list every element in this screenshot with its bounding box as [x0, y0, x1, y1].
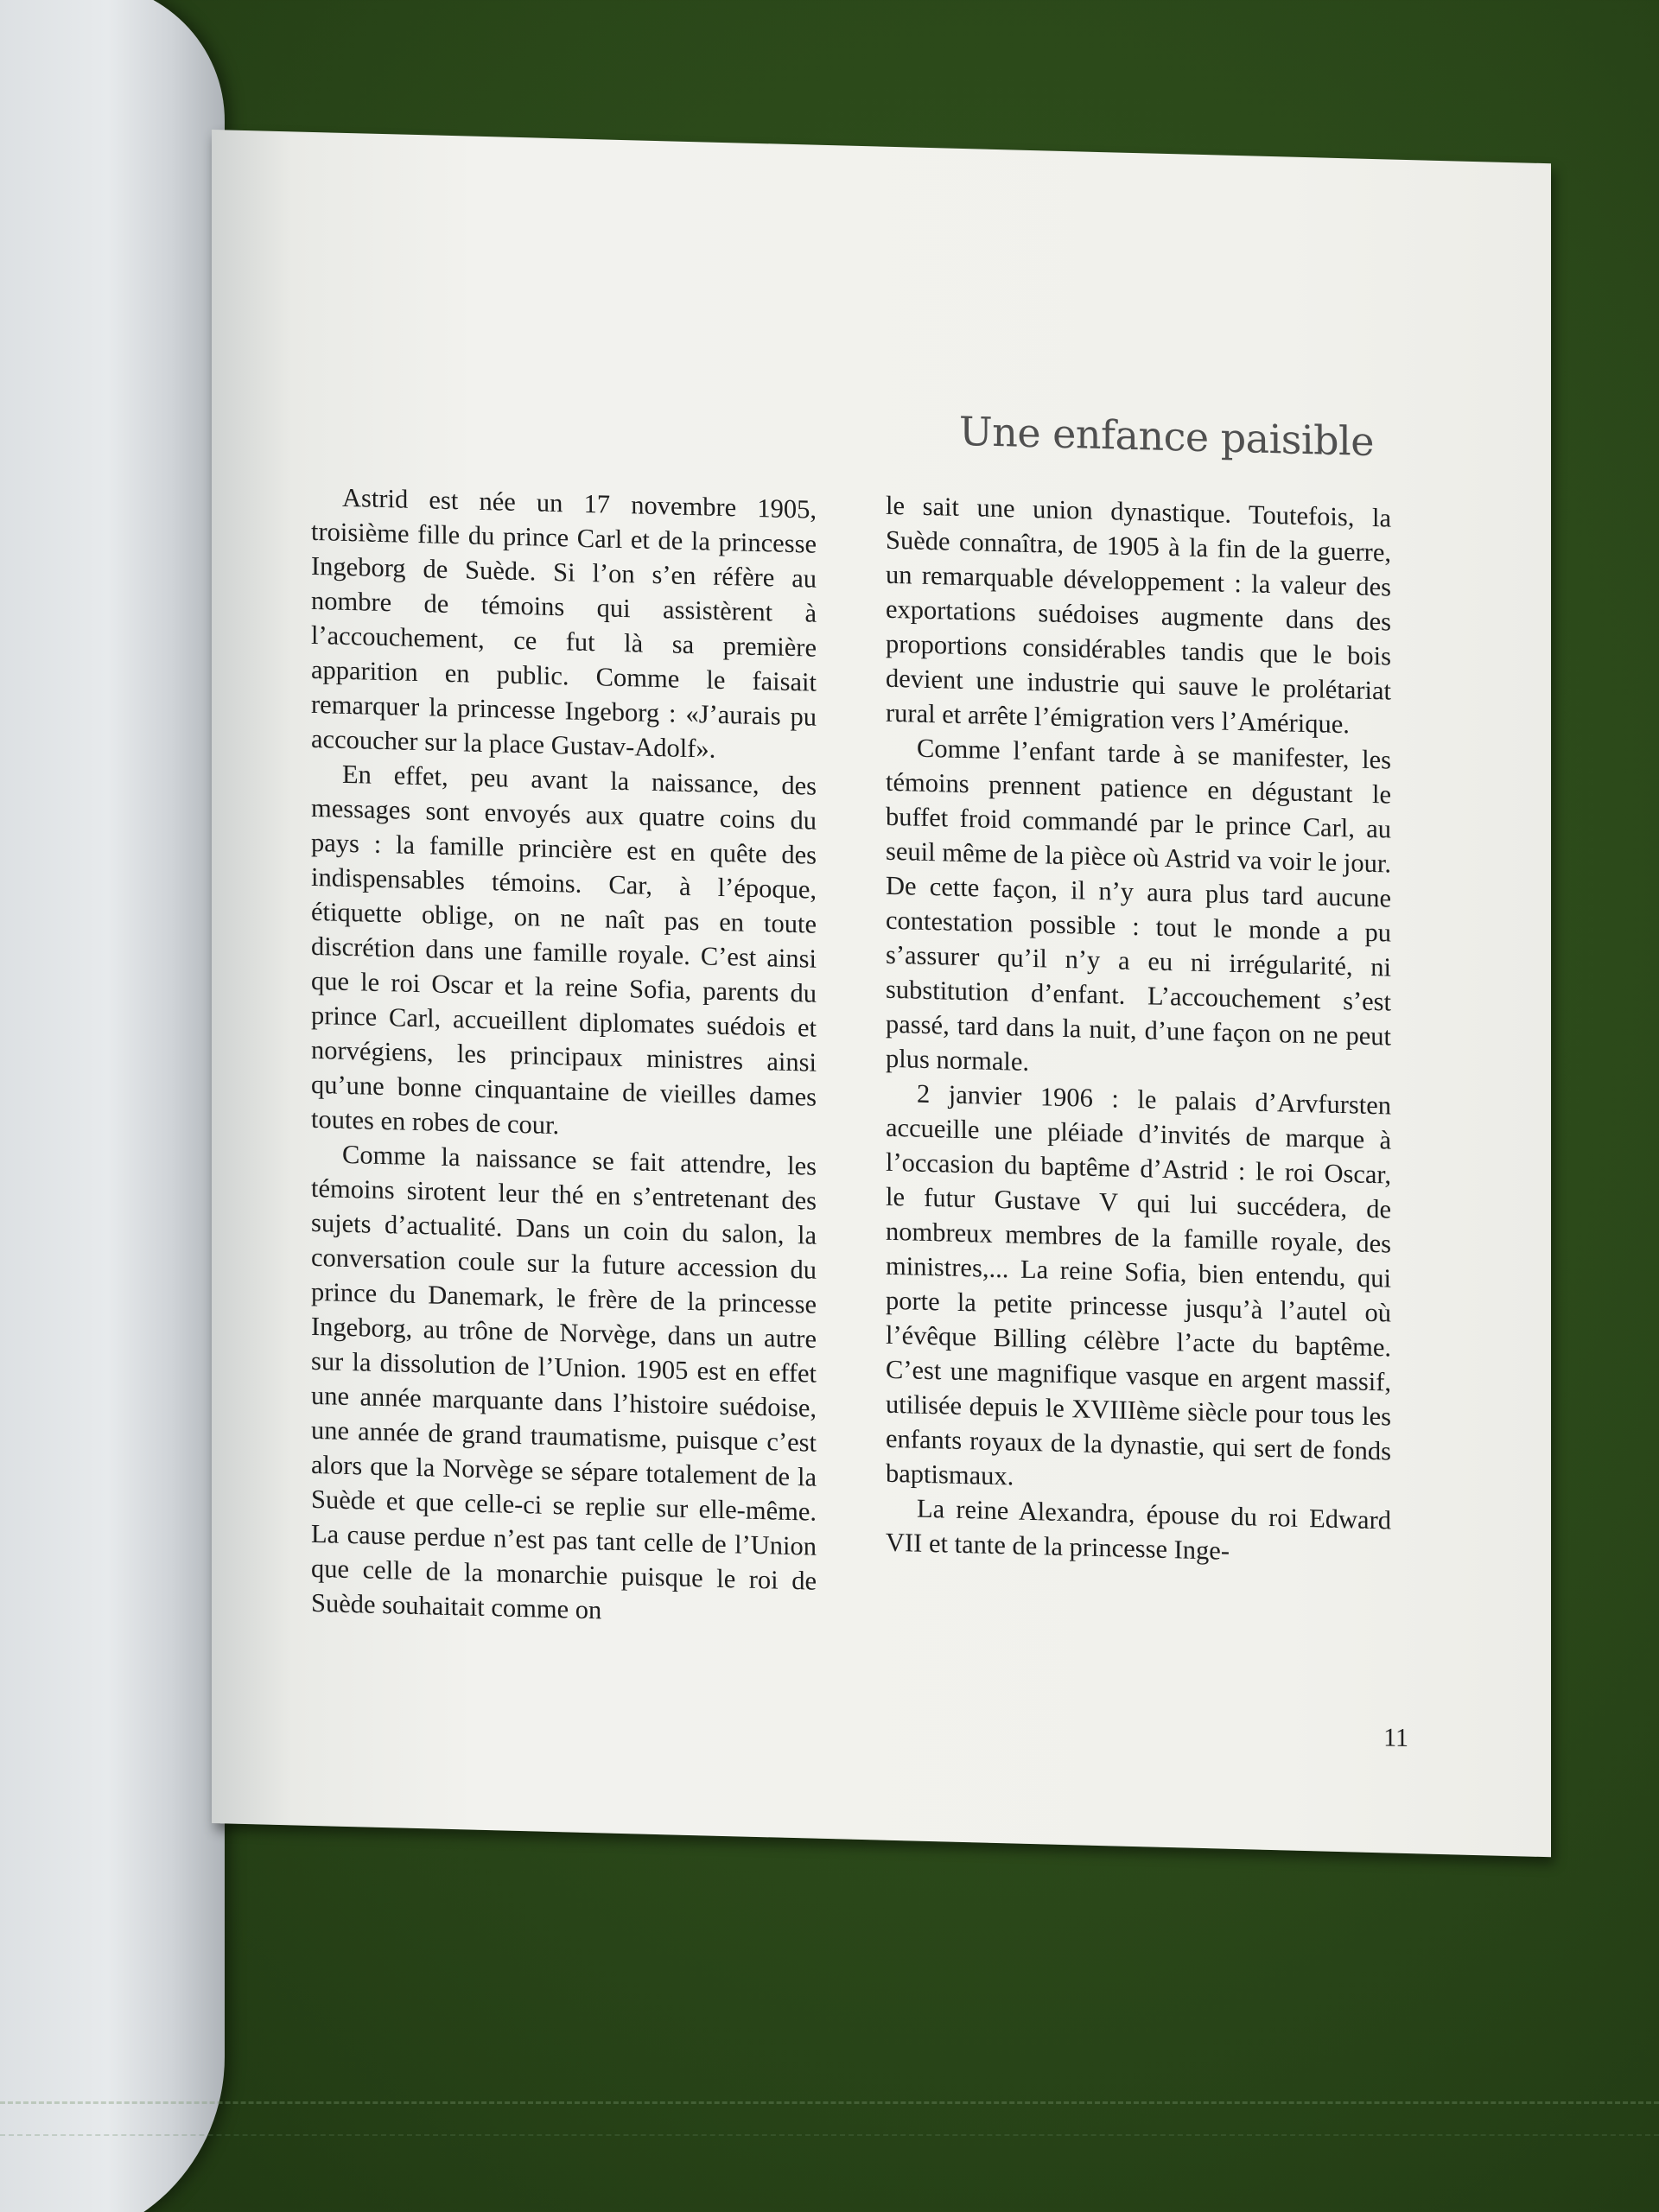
page-number: 11: [1383, 1723, 1408, 1753]
chapter-title: Une enfance paisible: [958, 407, 1374, 466]
text-column-right: [886, 488, 1391, 1573]
facing-page-edge: [0, 0, 225, 2212]
text-column-left: [311, 480, 817, 1633]
paragraph: le sait une union dynastique. Toutefois, la Suède connaîtra, de 1905 à la fin de la guerre, un remarquable développement : la valeur des exportations suédoises augmente dans des proportions considérables tandis que le bois devient une industrie qui sauve le prolétariat rural et arrête l’émigration vers l’Amérique.: [886, 490, 1391, 740]
paragraph: En effet, peu avant la naissance, des messages sont envoyés aux quatre coins du pays : la famille princière est en quête des indispensables témoins. Car, à l’époque, étiquette oblige, on ne naît pas en toute discrétion dans une famille royale. C’est ainsi que le roi Oscar et la reine Sofia, parents du prince Carl, accueillent diplomates suédois et norvégiens, les principaux ministres ainsi qu’une bonne cinquantaine de vieilles dames toutes en robes de cour.: [311, 759, 817, 1141]
paragraph: Comme la naissance se fait attendre, les témoins sirotent leur thé en s’entretenant des sujets d’actualité. Dans un coin du salon, la conversation coule sur la future accession du prince du Danemark, le frère de la princesse Ingeborg, au trône de Norvège, dans un autre sur la dissolution de l’Union. 1905 est en effet une année marquante dans l’histoire suédoise, une année de grand traumatisme, puisque c’est alors que la Norvège se sépare totalement de la Suède et que celle-ci se replie sur elle-même. La cause perdue n’est pas tant celle de l’Union que celle de la monarchie puisque le roi de Suède souhaitait comme on: [311, 1139, 817, 1625]
book-page: [212, 130, 1551, 1857]
paragraph: Comme l’enfant tarde à se manifester, les témoins prennent patience en dégustant le buffet froid commandé par le prince Carl, au seuil même de la pièce où Astrid va voir le jour. De cette façon, il n’y aura plus tard aucune contestation possible : tout le monde a pu s’assurer qu’il n’y a eu ni irrégularité, ni substitution d’enfant. L’accouchement s’est passé, tard dans la nuit, d’une façon on ne peut plus normale.: [886, 733, 1391, 1077]
paragraph: 2 janvier 1906 : le palais d’Arvfursten accueille une pléiade d’invités de marque à l’occasion du baptême d’Astrid : le roi Oscar, le futur Gustave V qui lui succédera, de nombreux membres de la famille royale, des ministres,... La reine Sofia, bien entendu, qui porte la petite princesse jusqu’à l’autel où l’évêque Billing célèbre l’acte du baptême. C’est une magnifique vasque en argent massif, utilisée depuis le XVIIIème siècle pour tous les enfants royaux de la dynastie, qui sert de fonds baptismaux.: [886, 1078, 1391, 1491]
table-stitching: [0, 2101, 1659, 2104]
table-stitching-lower: [0, 2134, 1659, 2136]
paragraph: La reine Alexandra, épouse du roi Edward VII et tante de la princesse Inge-: [886, 1493, 1391, 1566]
page-content: [212, 130, 1551, 1857]
paragraph: Astrid est née un 17 novembre 1905, troisième fille du prince Carl et de la princesse Ingeborg de Suède. Si l’on s’en réfère au nombre de témoins qui assistèrent à l’accouchement, ce fut là sa première apparition en public. Comme le faisait remarquer la princesse Ingeborg : «J’aurais pu accoucher sur la place Gustav-Adolf».: [311, 482, 817, 764]
